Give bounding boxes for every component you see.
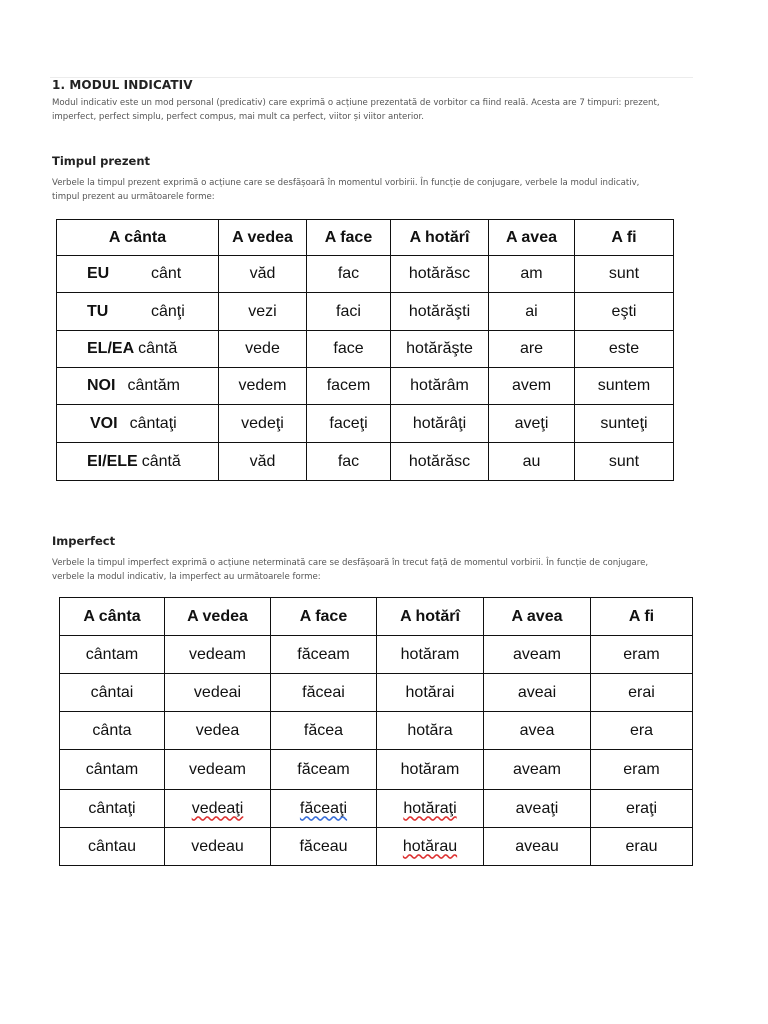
verb-form: faci (307, 293, 391, 331)
pronoun: TU (87, 302, 109, 320)
verb-form: hotărăşte (391, 331, 489, 368)
present-tense-table (56, 219, 674, 481)
verb-form: erau (591, 828, 693, 866)
verb-form: vedea (165, 712, 271, 750)
verb-form: vedeau (165, 828, 271, 866)
verb-form: vede (219, 331, 307, 368)
table-row (60, 636, 693, 674)
imperfect-title: Imperfect (52, 534, 116, 548)
verb-form: avea (484, 712, 591, 750)
table-row (57, 368, 674, 405)
column-header: A vedea (165, 598, 271, 636)
verb-form: este (575, 331, 674, 368)
verb-form: vedeam (165, 750, 271, 790)
verb-form: sunt (575, 443, 674, 481)
section-intro (52, 96, 702, 124)
column-header: A face (271, 598, 377, 636)
pronoun: EU (87, 265, 110, 282)
imperfect-description (52, 556, 702, 584)
verb-form: aveau (484, 828, 591, 866)
verb-form (377, 790, 484, 828)
verb-form: fac (307, 256, 391, 293)
verb-form: hotăram (377, 636, 484, 674)
verb-form: eram (591, 636, 693, 674)
spellcheck-flagged-word: hotăraţi (403, 799, 457, 817)
table-row (60, 750, 693, 790)
imperfect-desc-line-2: verbele la modul indicativ, la imperfect au următoarele forme: (52, 572, 321, 582)
verb-form: are (489, 331, 575, 368)
verb-form: vezi (219, 293, 307, 331)
verb-form: hotărai (377, 674, 484, 712)
imperfect-tense-table (59, 597, 693, 866)
verb-form: facem (307, 368, 391, 405)
section-intro-line-1: Modul indicativ este un mod personal (predicativ) care exprimă o acțiune prezentată de vorbitor ca fiind reală. Acesta are 7 timpuri: prezent, (52, 98, 660, 108)
pronoun-cell (57, 256, 219, 293)
verb-form: cântam (60, 750, 165, 790)
verb-form: vedeai (165, 674, 271, 712)
verb-form: am (489, 256, 575, 293)
verb-form: sunt (575, 256, 674, 293)
verb-form: au (489, 443, 575, 481)
pronoun-cell (57, 368, 219, 405)
verb-form: hotărăsc (391, 443, 489, 481)
verb-form: avem (489, 368, 575, 405)
verb-form: aveai (484, 674, 591, 712)
verb-form: suntem (575, 368, 674, 405)
present-desc-line-1: Verbele la timpul prezent exprimă o acțiune care se desfășoară în momentul vorbirii. În funcție de conjugare, verbele la modul indicativ, (52, 178, 640, 188)
column-header: A cânta (57, 220, 219, 256)
table-row (57, 443, 674, 481)
verb-form: eşti (575, 293, 674, 331)
verb-form: eram (591, 750, 693, 790)
verb-form: aveam (484, 750, 591, 790)
column-header: A face (307, 220, 391, 256)
pronoun: EI/ELE (87, 452, 138, 470)
table-row (57, 405, 674, 443)
verb-form: făceam (271, 750, 377, 790)
column-header: A cânta (60, 598, 165, 636)
pronoun-cell (57, 293, 219, 331)
spellcheck-flagged-word: hotărau (402, 837, 458, 855)
table-row (60, 828, 693, 866)
present-description (52, 176, 702, 204)
verb-form: cântăm (127, 377, 180, 394)
table-header-row (57, 220, 674, 256)
pronoun: NOI (87, 377, 116, 394)
imperfect-desc-line-1: Verbele la timpul imperfect exprimă o acțiune neterminată care se desfășoară în trecut față de momentul vorbirii. În funcție de conjugare, (52, 558, 649, 568)
verb-form: face (307, 331, 391, 368)
section-intro-line-2: imperfect, perfect simplu, perfect compus, mai mult ca perfect, viitor și viitor anterior. (52, 112, 424, 122)
verb-form: hotăram (377, 750, 484, 790)
present-title: Timpul prezent (52, 154, 151, 168)
verb-form: vedem (219, 368, 307, 405)
verb-form (165, 790, 271, 828)
column-header: A hotărî (377, 598, 484, 636)
pronoun: EL/EA (87, 340, 135, 357)
verb-form: aveaţi (484, 790, 591, 828)
verb-form: hotărâţi (391, 405, 489, 443)
verb-form: hotărăşti (391, 293, 489, 331)
table-header-row (60, 598, 693, 636)
pronoun: VOI (90, 414, 118, 432)
verb-form: cântaţi (129, 414, 177, 432)
verb-form: cântă (138, 340, 178, 357)
verb-form: hotărâm (391, 368, 489, 405)
verb-form: văd (219, 256, 307, 293)
verb-form: sunteţi (575, 405, 674, 443)
verb-form: cântau (60, 828, 165, 866)
verb-form: ai (489, 293, 575, 331)
pronoun-cell (57, 405, 219, 443)
verb-form: cânta (60, 712, 165, 750)
pronoun-cell (57, 331, 219, 368)
verb-form (377, 828, 484, 866)
verb-form: cântaţi (60, 790, 165, 828)
verb-form: aveam (484, 636, 591, 674)
section-title: 1. MODUL INDICATIV (52, 78, 193, 92)
table-row (60, 674, 693, 712)
verb-form: vedeţi (219, 405, 307, 443)
verb-form: cântă (141, 452, 181, 470)
grammar-flagged-word: făceaţi (299, 799, 348, 817)
pronoun-cell (57, 443, 219, 481)
verb-form: aveţi (489, 405, 575, 443)
verb-form: erai (591, 674, 693, 712)
verb-form: cânt (151, 265, 182, 282)
verb-form: făceai (271, 674, 377, 712)
verb-form: văd (219, 443, 307, 481)
column-header: A hotărî (391, 220, 489, 256)
verb-form: hotărăsc (391, 256, 489, 293)
present-desc-line-2: timpul prezent au următoarele forme: (52, 192, 215, 202)
verb-form: făceau (271, 828, 377, 866)
column-header: A fi (575, 220, 674, 256)
verb-form: cântai (60, 674, 165, 712)
verb-form: faceţi (307, 405, 391, 443)
verb-form (271, 790, 377, 828)
verb-form: făceam (271, 636, 377, 674)
column-header: A avea (484, 598, 591, 636)
table-row (57, 293, 674, 331)
column-header: A vedea (219, 220, 307, 256)
table-row (57, 256, 674, 293)
verb-form: eraţi (591, 790, 693, 828)
verb-form: cântam (60, 636, 165, 674)
column-header: A avea (489, 220, 575, 256)
table-row (57, 331, 674, 368)
verb-form: fac (307, 443, 391, 481)
verb-form: cânţi (151, 302, 185, 320)
table-row (60, 790, 693, 828)
verb-form: hotăra (377, 712, 484, 750)
column-header: A fi (591, 598, 693, 636)
verb-form: era (591, 712, 693, 750)
table-row (60, 712, 693, 750)
verb-form: vedeam (165, 636, 271, 674)
verb-form: făcea (271, 712, 377, 750)
spellcheck-flagged-word: vedeaţi (191, 799, 244, 817)
